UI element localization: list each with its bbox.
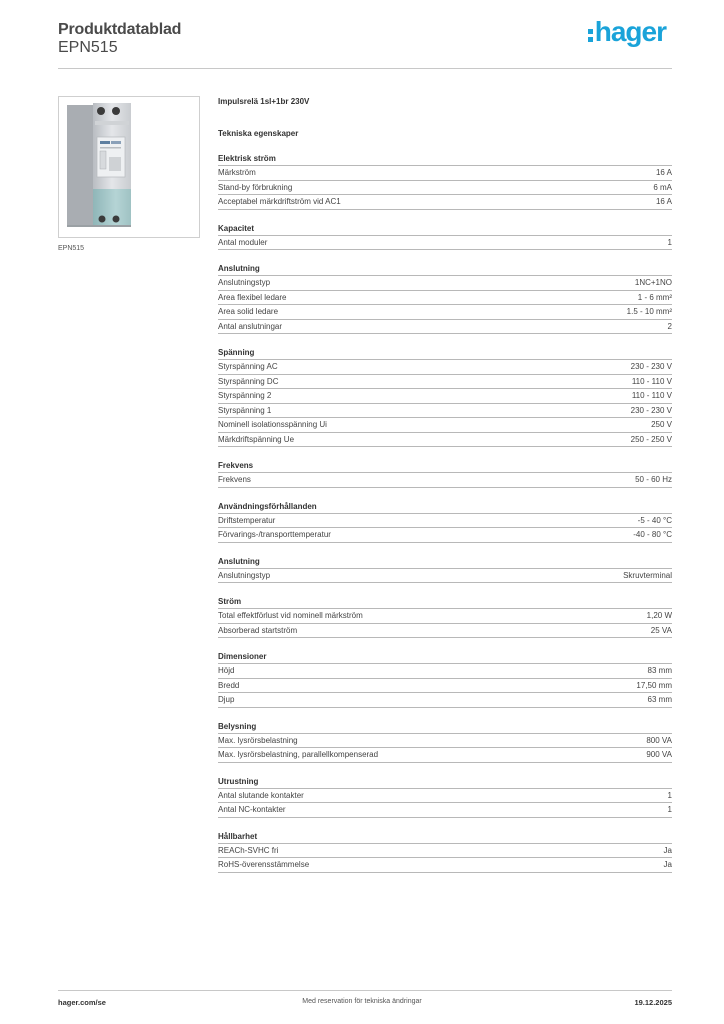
- spec-row: [218, 624, 672, 639]
- footer-website: hager.com/se: [58, 998, 106, 1007]
- spec-row: [218, 375, 672, 390]
- spec-value: 25 VA: [650, 625, 672, 635]
- spec-row: [218, 844, 672, 859]
- section-title: Dimensioner: [218, 651, 672, 664]
- spec-label: Styrspänning 2: [218, 391, 272, 401]
- spec-section: [218, 223, 672, 251]
- spec-label: REACh-SVHC fri: [218, 845, 279, 855]
- spec-row: [218, 664, 672, 679]
- spec-row: [218, 181, 672, 196]
- spec-label: Driftstemperatur: [218, 515, 276, 525]
- spec-label: Acceptabel märkdriftström vid AC1: [218, 197, 341, 207]
- footer-disclaimer: Med reservation för tekniska ändringar: [302, 998, 422, 1005]
- section-title: Hållbarhet: [218, 831, 672, 844]
- spec-value: 110 - 110 V: [631, 376, 672, 386]
- spec-value: 16 A: [655, 168, 672, 178]
- spec-label: Anslutningstyp: [218, 570, 271, 580]
- spec-row: [218, 305, 672, 320]
- spec-row: [218, 473, 672, 488]
- logo-mark-icon: [588, 29, 593, 42]
- spec-row: [218, 360, 672, 375]
- section-title: Spänning: [218, 347, 672, 360]
- spec-value: 1.5 - 10 mm²: [626, 307, 672, 317]
- spec-section: [218, 721, 672, 763]
- spec-row: [218, 748, 672, 763]
- spec-section: [218, 596, 672, 638]
- section-title: Anslutning: [218, 556, 672, 569]
- spec-row: [218, 418, 672, 433]
- spec-label: Antal NC-kontakter: [218, 805, 286, 815]
- footer-date: 19.12.2025: [634, 998, 672, 1007]
- section-title: Användningsförhållanden: [218, 501, 672, 514]
- spec-value: 17,50 mm: [636, 680, 672, 690]
- spec-label: Area flexibel ledare: [218, 292, 287, 302]
- spec-row: [218, 693, 672, 708]
- footer-divider: [58, 990, 672, 991]
- spec-label: Area solid ledare: [218, 307, 279, 317]
- spec-value: 110 - 110 V: [631, 391, 672, 401]
- spec-value: 230 - 230 V: [630, 362, 672, 372]
- spec-row: [218, 291, 672, 306]
- product-name: Impulsrelä 1sl+1br 230V: [218, 97, 310, 106]
- logo-text: hager: [594, 16, 666, 47]
- spec-row: [218, 789, 672, 804]
- spec-row: [218, 195, 672, 210]
- spec-row: [218, 609, 672, 624]
- spec-value: 230 - 230 V: [630, 405, 672, 415]
- spec-row: [218, 679, 672, 694]
- spec-value: 250 - 250 V: [630, 434, 672, 444]
- spec-label: Max. lysrörsbelastning, parallellkompenserad: [218, 750, 379, 760]
- spec-label: Antal moduler: [218, 237, 268, 247]
- spec-section: [218, 153, 672, 210]
- impulse-relay-illustration: [59, 97, 199, 237]
- spec-value: Ja: [663, 845, 672, 855]
- spec-label: Antal slutande kontakter: [218, 790, 304, 800]
- spec-row: [218, 569, 672, 584]
- spec-value: -40 - 80 °C: [633, 530, 672, 540]
- section-title: Utrustning: [218, 776, 672, 789]
- spec-row: [218, 858, 672, 873]
- spec-row: [218, 734, 672, 749]
- spec-section: [218, 776, 672, 818]
- spec-section: [218, 460, 672, 488]
- tech-properties-title: Tekniska egenskaper: [218, 129, 299, 138]
- spec-row: [218, 276, 672, 291]
- spec-value: 83 mm: [647, 666, 672, 676]
- section-title: Belysning: [218, 721, 672, 734]
- spec-value: 1: [667, 805, 672, 815]
- spec-value: Skruvterminal: [623, 570, 672, 580]
- spec-value: 900 VA: [646, 750, 672, 760]
- spec-label: Stand-by förbrukning: [218, 182, 293, 192]
- section-title: Elektrisk ström: [218, 153, 672, 166]
- section-title: Ström: [218, 596, 672, 609]
- spec-label: Antal anslutningar: [218, 321, 283, 331]
- spec-label: Höjd: [218, 666, 235, 676]
- spec-sections: [218, 153, 672, 873]
- spec-value: 1 - 6 mm²: [637, 292, 672, 302]
- spec-section: [218, 831, 672, 873]
- spec-value: 50 - 60 Hz: [635, 475, 672, 485]
- spec-row: [218, 404, 672, 419]
- spec-value: -5 - 40 °C: [637, 515, 672, 525]
- spec-section: [218, 651, 672, 708]
- spec-value: 1,20 W: [646, 611, 672, 621]
- spec-row: [218, 433, 672, 448]
- section-title: Anslutning: [218, 263, 672, 276]
- product-image: [58, 96, 200, 238]
- spec-row: [218, 236, 672, 251]
- spec-row: [218, 320, 672, 335]
- spec-value: 16 A: [655, 197, 672, 207]
- hager-logo: [588, 16, 666, 48]
- spec-value: 1NC+1NO: [634, 278, 672, 288]
- spec-label: Styrspänning DC: [218, 376, 279, 386]
- spec-value: 6 mA: [653, 182, 672, 192]
- spec-value: Ja: [663, 860, 672, 870]
- spec-row: [218, 389, 672, 404]
- spec-label: Anslutningstyp: [218, 278, 271, 288]
- spec-value: 1: [667, 237, 672, 247]
- spec-section: [218, 556, 672, 584]
- spec-value: 63 mm: [647, 695, 672, 705]
- spec-label: Frekvens: [218, 475, 251, 485]
- product-code: EPN515: [58, 39, 118, 56]
- spec-value: 800 VA: [646, 735, 672, 745]
- spec-section: [218, 263, 672, 334]
- spec-label: Absorberad startström: [218, 625, 298, 635]
- spec-label: Djup: [218, 695, 235, 705]
- spec-label: Styrspänning AC: [218, 362, 278, 372]
- section-title: Kapacitet: [218, 223, 672, 236]
- spec-section: [218, 347, 672, 447]
- spec-content: [218, 96, 672, 873]
- spec-label: Total effektförlust vid nominell märkström: [218, 611, 363, 621]
- spec-label: Nominell isolationsspänning Ui: [218, 420, 327, 430]
- spec-label: Bredd: [218, 680, 240, 690]
- spec-row: [218, 166, 672, 181]
- spec-row: [218, 803, 672, 818]
- section-title: Frekvens: [218, 460, 672, 473]
- spec-value: 2: [667, 321, 672, 331]
- image-caption: EPN515: [58, 245, 85, 252]
- spec-label: RoHS-överensstämmelse: [218, 860, 310, 870]
- spec-row: [218, 514, 672, 529]
- spec-value: 250 V: [651, 420, 672, 430]
- spec-label: Styrspänning 1: [218, 405, 272, 415]
- spec-section: [218, 501, 672, 543]
- spec-value: 1: [667, 790, 672, 800]
- page-title: Produktdatablad: [58, 21, 182, 38]
- spec-label: Märkström: [218, 168, 256, 178]
- header-divider: [58, 68, 672, 69]
- spec-label: Max. lysrörsbelastning: [218, 735, 298, 745]
- spec-label: Märkdriftspänning Ue: [218, 434, 295, 444]
- spec-row: [218, 528, 672, 543]
- spec-label: Förvarings-/transporttemperatur: [218, 530, 331, 540]
